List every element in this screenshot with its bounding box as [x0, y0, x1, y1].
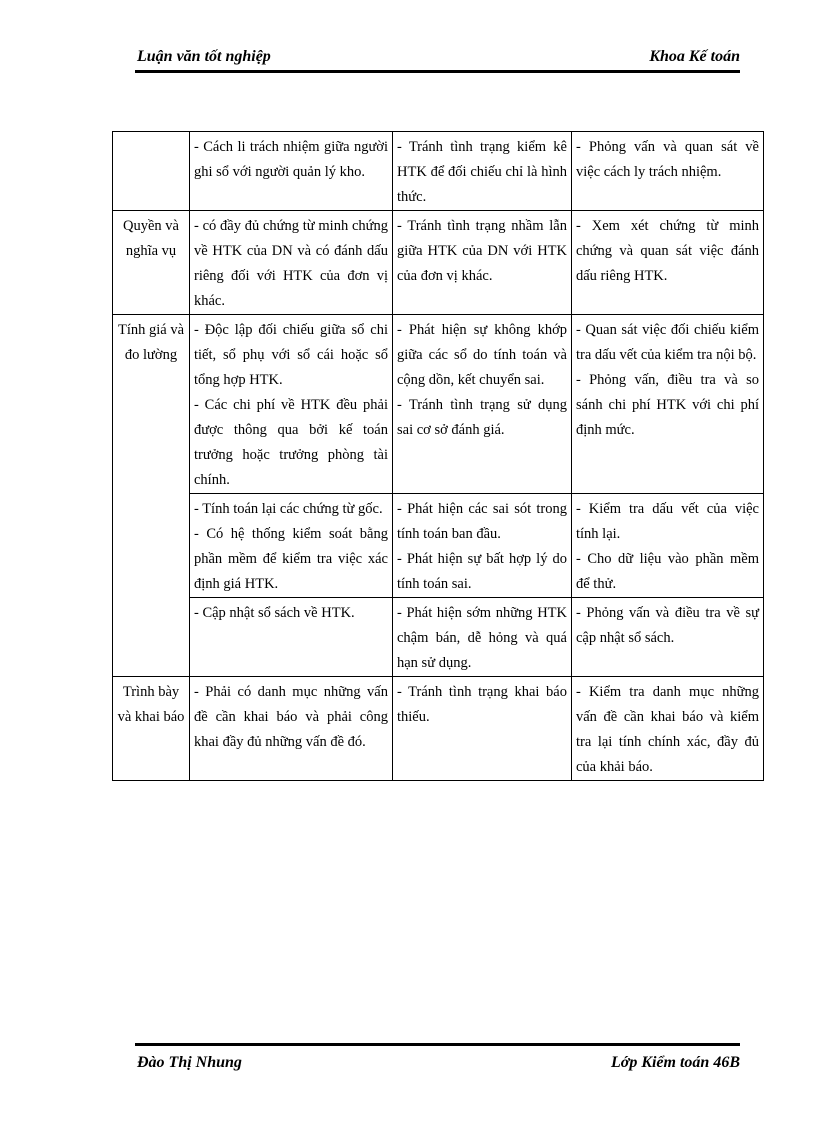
cell-text: - Quan sát việc đối chiếu kiểm tra dấu vết của kiểm tra nội bộ.	[576, 322, 759, 363]
footer-rule	[135, 1043, 740, 1046]
assertion-cell	[113, 132, 190, 211]
cell-text: - Phát hiện sự bất hợp lý do tính toán sai.	[397, 551, 567, 592]
purpose-cell	[393, 677, 572, 781]
page-header	[135, 48, 740, 70]
cell-text: - Kiểm tra danh mục những vấn đề cần khai báo và kiểm tra lại tính chính xác, đầy đủ của khải báo.	[576, 684, 759, 775]
table-row	[113, 598, 764, 677]
assertion-cell	[113, 315, 190, 677]
test-cell	[572, 132, 764, 211]
test-cell	[572, 677, 764, 781]
cell-text: - Xem xét chứng từ minh chứng và quan sát việc đánh dấu riêng HTK.	[576, 218, 759, 284]
cell-text: - Có hệ thống kiểm soát bằng phần mềm để kiểm tra việc xác định giá HTK.	[194, 526, 388, 592]
assertion-cell	[113, 211, 190, 315]
control-cell	[190, 494, 393, 598]
cell-text: - Phát hiện sự không khớp giữa các sổ do tính toán và cộng dồn, kết chuyển sai.	[397, 322, 567, 388]
footer-class: Lớp Kiểm toán 46B	[610, 1054, 740, 1071]
test-cell	[572, 598, 764, 677]
table-row	[113, 315, 764, 494]
table-row	[113, 494, 764, 598]
cell-text: - Tránh tình trạng nhầm lẫn giữa HTK của DN với HTK của đơn vị khác.	[397, 218, 567, 284]
cell-text: - Phỏng vấn và điều tra về sự cập nhật sổ sách.	[576, 605, 759, 646]
control-cell	[190, 211, 393, 315]
header-thesis-title: Luận văn tốt nghiệp	[137, 48, 271, 65]
table-row	[113, 132, 764, 211]
cell-text: - Phỏng vấn và quan sát về việc cách ly trách nhiệm.	[576, 139, 759, 180]
cell-text: - Phát hiện các sai sót trong tính toán ban đầu.	[397, 501, 567, 542]
header-faculty: Khoa Kế toán	[649, 48, 740, 65]
control-cell	[190, 598, 393, 677]
cell-text: Quyền và nghĩa vụ	[123, 218, 179, 259]
control-cell	[190, 132, 393, 211]
cell-text: - Cách li trách nhiệm giữa người ghi sổ với người quản lý kho.	[194, 139, 388, 180]
page-footer	[135, 1054, 740, 1076]
purpose-cell	[393, 315, 572, 494]
test-cell	[572, 315, 764, 494]
test-cell	[572, 211, 764, 315]
cell-text: - có đầy đủ chứng từ minh chứng về HTK của DN và có đánh dấu riêng đối với HTK của đơn vị khác.	[194, 218, 388, 309]
cell-text: - Kiểm tra dấu vết của việc tính lại.	[576, 501, 759, 542]
cell-text: - Cập nhật sổ sách về HTK.	[194, 605, 355, 621]
cell-text: - Tránh tình trạng kiểm kê HTK để đối chiếu chỉ là hình thức.	[397, 139, 567, 205]
purpose-cell	[393, 132, 572, 211]
cell-text: - Phát hiện sớm những HTK chậm bán, dễ hỏng và quá hạn sử dụng.	[397, 605, 567, 671]
cell-text: - Phỏng vấn, điều tra và so sánh chi phí HTK với chi phí định mức.	[576, 372, 759, 438]
assertion-cell	[113, 677, 190, 781]
cell-text: - Cho dữ liệu vào phần mềm để thử.	[576, 551, 759, 592]
control-cell	[190, 677, 393, 781]
table-row	[113, 211, 764, 315]
cell-text: - Tránh tình trạng khai báo thiếu.	[397, 684, 567, 725]
control-table	[112, 131, 764, 781]
purpose-cell	[393, 494, 572, 598]
cell-text: - Tính toán lại các chứng từ gốc.	[194, 501, 383, 517]
header-rule	[135, 70, 740, 73]
purpose-cell	[393, 211, 572, 315]
cell-text: - Phải có danh mục những vấn đề cần khai báo và phải công khai đầy đủ những vấn đề đó.	[194, 684, 388, 750]
purpose-cell	[393, 598, 572, 677]
cell-text: - Tránh tình trạng sử dụng sai cơ sở đánh giá.	[397, 397, 567, 438]
footer-author: Đào Thị Nhung	[137, 1054, 242, 1071]
table-row	[113, 677, 764, 781]
control-cell	[190, 315, 393, 494]
cell-text: Tính giá và đo lường	[117, 322, 185, 363]
test-cell	[572, 494, 764, 598]
cell-text: - Các chi phí về HTK đều phải được thông qua bởi kế toán trưởng hoặc trưởng phòng tài chính.	[194, 397, 388, 488]
cell-text: Trình bày và khai báo	[117, 684, 185, 725]
cell-text: - Độc lập đối chiếu giữa sổ chi tiết, sổ phụ với sổ cái hoặc sổ tổng hợp HTK.	[194, 322, 388, 388]
